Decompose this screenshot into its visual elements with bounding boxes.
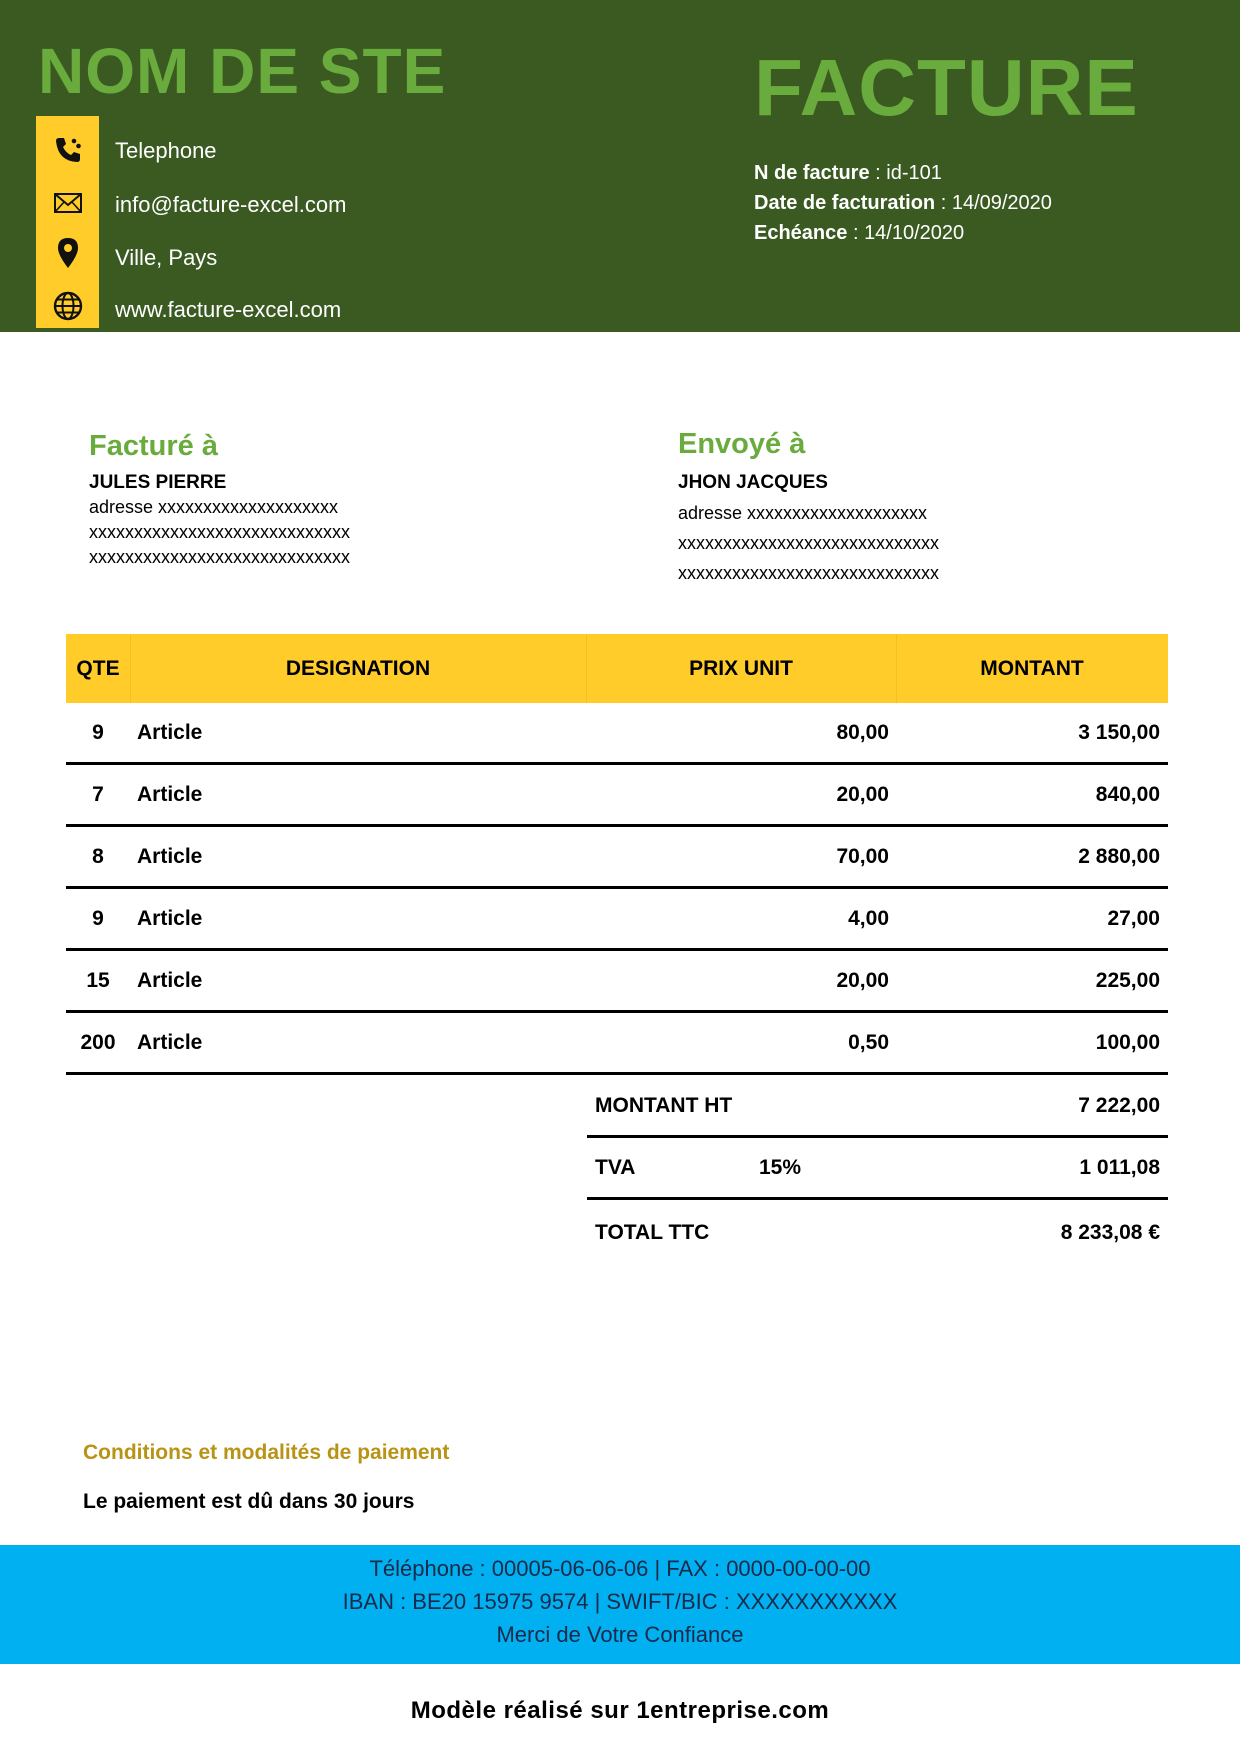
billed-to-address-line: xxxxxxxxxxxxxxxxxxxxxxxxxxxxx xyxy=(89,522,350,542)
invoice-date: Date de facturation : 14/09/2020 xyxy=(754,192,1052,214)
row-amount: 2 880,00 xyxy=(1078,845,1160,868)
shipped-to-name: JHON JACQUES xyxy=(678,472,828,493)
row-unit-price: 0,50 xyxy=(848,1031,889,1054)
invoice-number-value: id-101 xyxy=(886,162,942,184)
row-qty: 200 xyxy=(80,1031,116,1054)
contact-website[interactable]: www.facture-excel.com xyxy=(115,297,342,322)
row-qty: 8 xyxy=(92,845,104,868)
globe-icon xyxy=(52,290,84,322)
tax-rate: 15% xyxy=(759,1156,802,1179)
table-row xyxy=(66,703,1168,765)
row-unit-price: 20,00 xyxy=(836,969,889,992)
billed-to-address-line: adresse xxxxxxxxxxxxxxxxxxxx xyxy=(89,497,339,517)
mail-icon xyxy=(52,187,84,219)
document-title: FACTURE xyxy=(754,43,1139,132)
contact-location: Ville, Pays xyxy=(115,245,218,270)
phone-icon xyxy=(52,134,84,166)
table-row xyxy=(66,889,1168,951)
total-label: TOTAL TTC xyxy=(595,1221,710,1244)
footer-phone-fax: Téléphone : 00005-06-06-06 | FAX : 0000-00-00-00 xyxy=(369,1556,871,1581)
billed-to-address-line: xxxxxxxxxxxxxxxxxxxxxxxxxxxxx xyxy=(89,547,350,567)
shipped-to-address-line: xxxxxxxxxxxxxxxxxxxxxxxxxxxxx xyxy=(678,563,939,583)
total-value: 8 233,08 € xyxy=(1060,1221,1160,1244)
row-qty: 9 xyxy=(92,907,104,930)
total-row xyxy=(587,1203,1168,1265)
invoice-date-value: 14/09/2020 xyxy=(951,192,1052,214)
row-amount: 840,00 xyxy=(1095,783,1160,806)
payment-terms-title: Conditions et modalités de paiement xyxy=(83,1441,450,1464)
shipped-to-address-line: adresse xxxxxxxxxxxxxxxxxxxx xyxy=(678,503,928,523)
table-row xyxy=(66,1013,1168,1075)
footer-thanks: Merci de Votre Confiance xyxy=(496,1622,744,1647)
contact-icon-bar xyxy=(36,116,99,328)
row-designation: Article xyxy=(137,907,203,930)
row-designation: Article xyxy=(137,1031,203,1054)
tax-value: 1 011,08 xyxy=(1079,1156,1160,1179)
tax-row xyxy=(587,1138,1168,1200)
col-header-amount: MONTANT xyxy=(980,657,1084,680)
row-unit-price: 4,00 xyxy=(848,907,889,930)
invoice-due: Echéance : 14/10/2020 xyxy=(754,222,965,244)
invoice-number-label: N de facture xyxy=(754,162,870,184)
subtotal-row xyxy=(587,1076,1168,1138)
invoice-number: N de facture : id-101 xyxy=(754,162,942,184)
row-unit-price: 80,00 xyxy=(836,721,889,744)
table-row xyxy=(66,827,1168,889)
row-designation: Article xyxy=(137,783,203,806)
row-amount: 3 150,00 xyxy=(1078,721,1160,744)
billed-to-title: Facturé à xyxy=(89,430,218,462)
billed-to-name: JULES PIERRE xyxy=(89,472,227,493)
company-name: NOM DE STE xyxy=(38,35,447,107)
row-amount: 225,00 xyxy=(1095,969,1160,992)
invoice-footer xyxy=(0,1545,1240,1664)
row-unit-price: 70,00 xyxy=(836,845,889,868)
shipped-to-address-line: xxxxxxxxxxxxxxxxxxxxxxxxxxxxx xyxy=(678,533,939,553)
invoice-due-value: 14/10/2020 xyxy=(864,222,965,244)
table-row xyxy=(66,951,1168,1013)
row-qty: 9 xyxy=(92,721,104,744)
row-designation: Article xyxy=(137,721,203,744)
location-pin-icon xyxy=(52,237,84,269)
template-credit: Modèle réalisé sur 1entreprise.com xyxy=(410,1697,830,1724)
invoice-due-label: Echéance xyxy=(754,222,848,244)
invoice-date-label: Date de facturation xyxy=(754,192,936,214)
payment-terms-text: Le paiement est dû dans 30 jours xyxy=(83,1490,415,1513)
contact-phone: Telephone xyxy=(115,138,217,163)
row-designation: Article xyxy=(137,845,203,868)
invoice-header xyxy=(0,0,1240,332)
contact-email[interactable]: info@facture-excel.com xyxy=(115,192,347,217)
row-qty: 7 xyxy=(92,783,104,806)
subtotal-label: MONTANT HT xyxy=(595,1094,733,1117)
row-qty: 15 xyxy=(86,969,110,992)
table-row xyxy=(66,765,1168,827)
items-table-header xyxy=(66,634,1168,703)
col-header-designation: DESIGNATION xyxy=(285,657,431,680)
subtotal-value: 7 222,00 xyxy=(1078,1094,1160,1117)
shipped-to-title: Envoyé à xyxy=(678,428,806,460)
col-header-qty: QTE xyxy=(76,657,120,680)
row-designation: Article xyxy=(137,969,203,992)
row-amount: 27,00 xyxy=(1107,907,1160,930)
tax-label: TVA xyxy=(595,1156,636,1179)
row-unit-price: 20,00 xyxy=(836,783,889,806)
footer-bank-details: IBAN : BE20 15975 9574 | SWIFT/BIC : XXXXXXXXXXX xyxy=(342,1589,898,1614)
row-amount: 100,00 xyxy=(1095,1031,1160,1054)
col-header-unit-price: PRIX UNIT xyxy=(689,657,793,680)
